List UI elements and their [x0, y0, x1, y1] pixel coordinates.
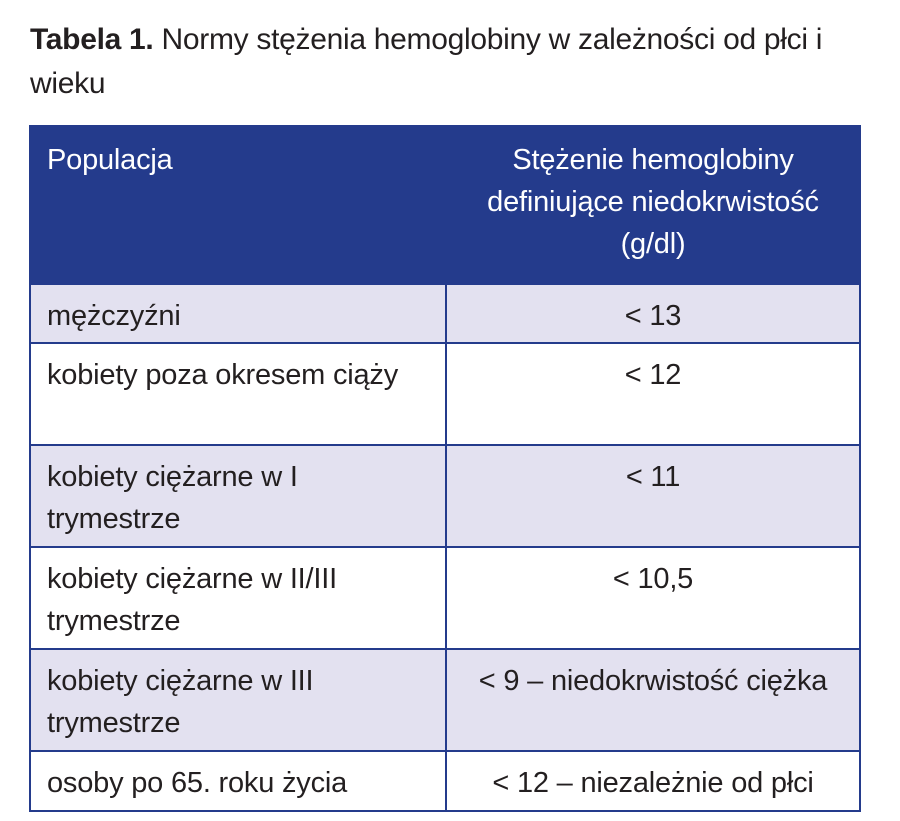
population-cell: kobiety ciężarne w I trymestrze [30, 445, 446, 547]
table-row [30, 445, 860, 547]
population-cell: kobiety ciężarne w II/III trymestrze [30, 547, 446, 649]
population-cell: kobiety ciężarne w III trymestrze [30, 649, 446, 751]
table-header [30, 126, 860, 284]
table-caption [30, 18, 870, 106]
header-population: Populacja [30, 126, 446, 284]
header-threshold: Stężenie hemoglobiny definiujące niedokrwistość (g/dl) [446, 126, 860, 284]
threshold-cell: < 9 – niedokrwistość ciężka [446, 649, 860, 751]
threshold-cell: < 10,5 [446, 547, 860, 649]
caption-text: Normy stężenia hemoglobiny w zależności od płci i wieku [30, 23, 823, 100]
population-cell: osoby po 65. roku życia [30, 751, 446, 811]
header-row [30, 126, 860, 284]
population-cell: kobiety poza okresem ciąży [30, 343, 446, 445]
table-row [30, 343, 860, 445]
threshold-cell: < 11 [446, 445, 860, 547]
threshold-cell: < 12 – niezależnie od płci [446, 751, 860, 811]
table-row [30, 649, 860, 751]
threshold-cell: < 13 [446, 284, 860, 343]
hemoglobin-norms-table [29, 125, 861, 812]
threshold-cell: < 12 [446, 343, 860, 445]
table-row [30, 284, 860, 343]
table-row [30, 751, 860, 811]
table-body [30, 284, 860, 811]
population-cell: mężczyźni [30, 284, 446, 343]
table-row [30, 547, 860, 649]
caption-label: Tabela 1. [30, 23, 154, 56]
